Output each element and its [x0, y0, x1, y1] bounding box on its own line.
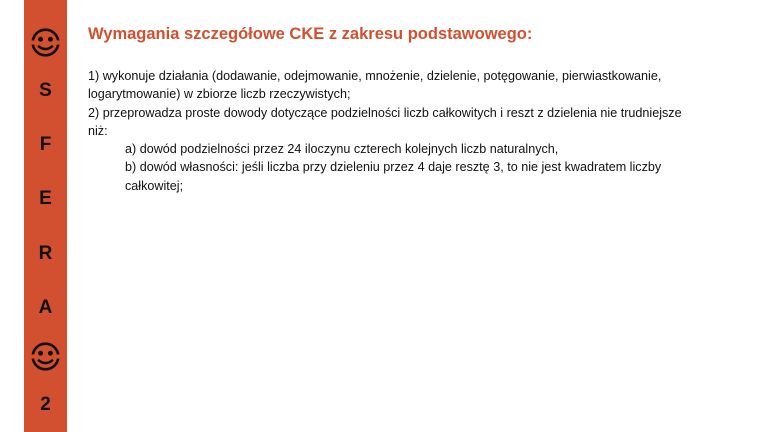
sidebar-letter-f: F	[39, 134, 52, 155]
page-title: Wymagania szczegółowe CKE z zakresu podstawowego:	[88, 25, 533, 43]
sidebar	[24, 0, 67, 432]
item-2-sub-a: a) dowód podzielności przez 24 iloczynu czterech kolejnych liczb naturalnych,	[125, 142, 559, 157]
item-2-line-2: niż:	[88, 123, 108, 138]
requirements-list	[88, 67, 743, 195]
sidebar-number: 2	[40, 394, 51, 415]
item-1-line-1: 1) wykonuje działania (dodawanie, odejmowanie, mnożenie, dzielenie, potęgowanie, pierwiastkowanie,	[88, 69, 662, 83]
sidebar-letter-a: A	[38, 297, 53, 318]
sidebar-letter-e: E	[39, 188, 52, 209]
smiley-logo-icon-bottom	[29, 340, 62, 373]
item-2-sub-b-line-2: całkowitej;	[125, 178, 184, 193]
smiley-logo-icon	[29, 26, 62, 59]
sidebar-letter-r: R	[38, 243, 53, 264]
item-2-sub-b-line-1: b) dowód własności: jeśli liczba przy dzieleniu przez 4 daje resztę 3, to nie jest kwadratem liczby	[125, 160, 662, 175]
item-1-line-2: logarytmowanie) w zbiorze liczb rzeczywistych;	[88, 87, 351, 102]
sidebar-letter-s: S	[39, 80, 52, 101]
item-2-line-1: 2) przeprowadza proste dowody dotyczące podzielności liczb całkowitych i reszt z dzielenia nie trudniejsze	[88, 105, 682, 120]
